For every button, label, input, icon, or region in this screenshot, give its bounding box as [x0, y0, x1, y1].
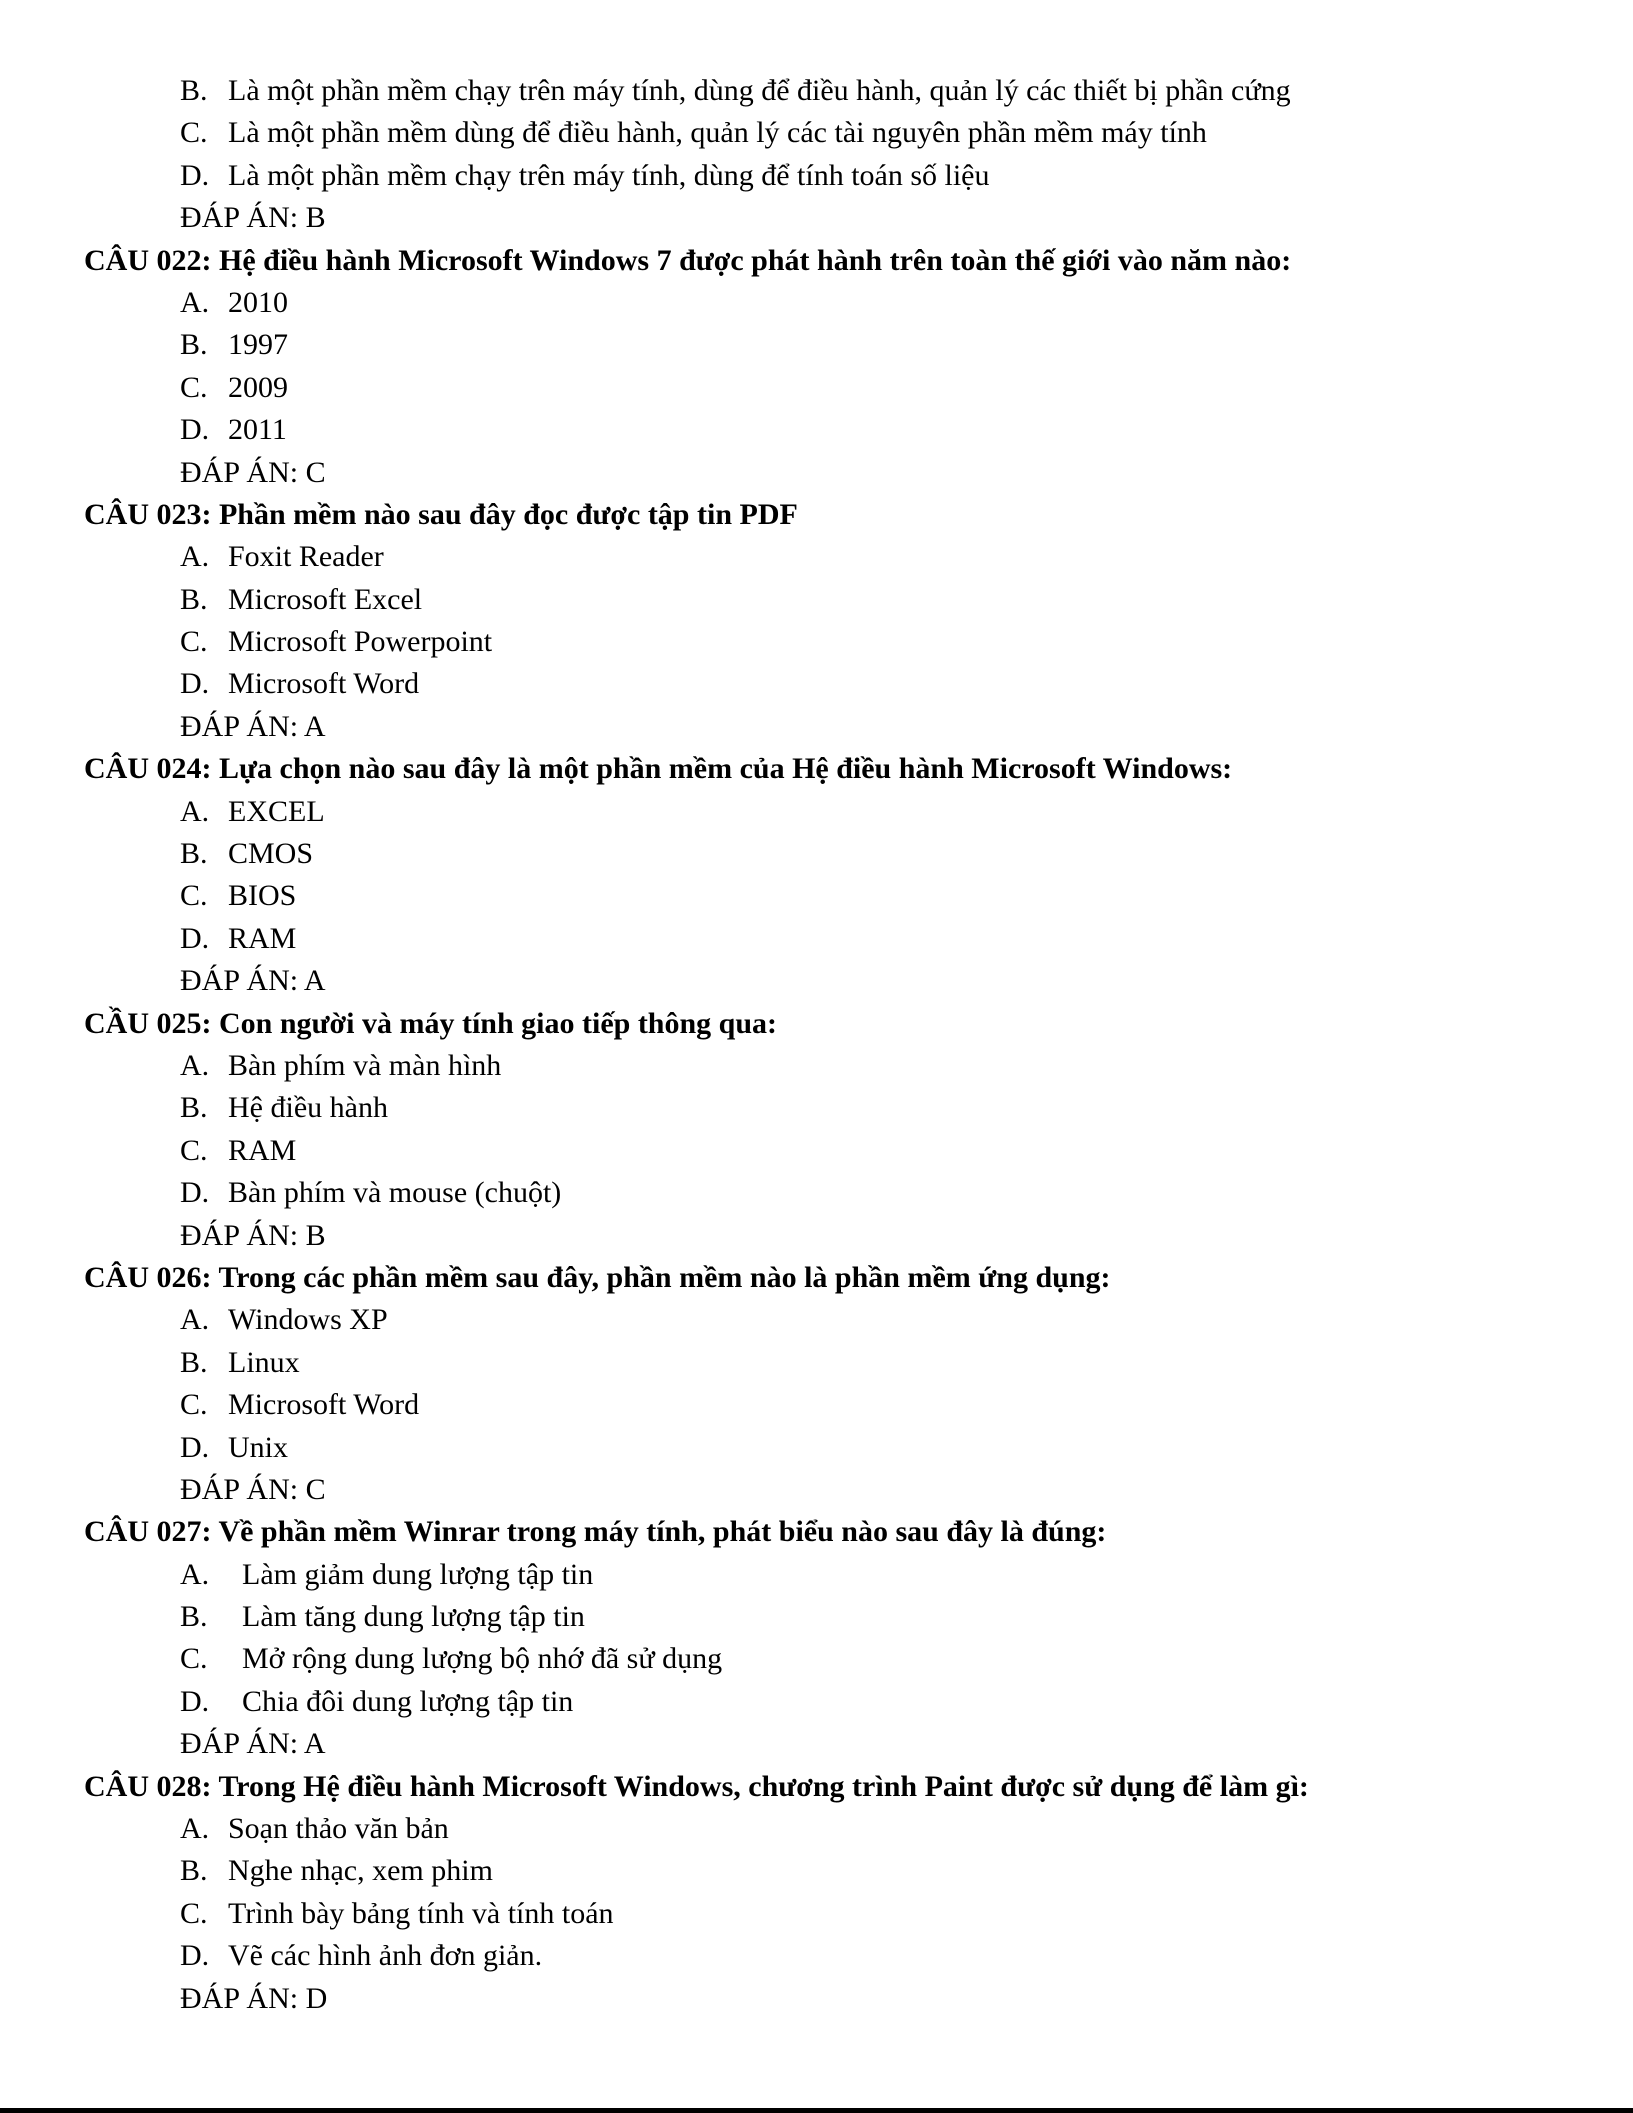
- option-line: [0, 1638, 1633, 1680]
- option-line: [0, 1808, 1633, 1850]
- answer-line: ĐÁP ÁN: A: [180, 1727, 326, 1761]
- option-text: Là một phần mềm chạy trên máy tính, dùng để điều hành, quản lý các thiết bị phần cứng: [228, 74, 1291, 107]
- option-text: 2010: [228, 285, 288, 319]
- option-letter: D.: [180, 158, 210, 192]
- page-bottom-border: [0, 2108, 1633, 2113]
- option-text: Bàn phím và mouse (chuột): [228, 1176, 562, 1210]
- question-title: CÂU 028: Trong Hệ điều hành Microsoft Windows, chương trình Paint được sử dụng để làm gì:: [84, 1769, 1309, 1803]
- answer-line: ĐÁP ÁN: B: [180, 1218, 326, 1252]
- question-list: [0, 70, 1633, 2020]
- option-line: [0, 875, 1633, 917]
- option-text: EXCEL: [228, 794, 325, 828]
- answer-line: ĐÁP ÁN: A: [180, 964, 326, 998]
- option-line: [0, 282, 1633, 324]
- option-line: [0, 1172, 1633, 1214]
- option-letter: D.: [180, 1684, 210, 1718]
- option-text: Soạn thảo văn bản: [228, 1812, 449, 1846]
- question-title: CÂU 022: Hệ điều hành Microsoft Windows 7 được phát hành trên toàn thế giới vào năm nào:: [84, 243, 1292, 277]
- question-title: CÂU 024: Lựa chọn nào sau đây là một phần mềm của Hệ điều hành Microsoft Windows:: [84, 752, 1233, 786]
- option-letter: C.: [180, 1896, 208, 1930]
- option-line: [0, 536, 1633, 578]
- option-text: Làm tăng dung lượng tập tin: [242, 1600, 585, 1634]
- option-letter: B.: [180, 1345, 208, 1379]
- option-text: Nghe nhạc, xem phim: [228, 1854, 493, 1888]
- option-text: Microsoft Powerpoint: [228, 625, 493, 659]
- option-line: [0, 833, 1633, 875]
- option-line: [0, 1935, 1633, 1977]
- option-text: Làm giảm dung lượng tập tin: [242, 1557, 594, 1591]
- option-line: [0, 1681, 1633, 1723]
- option-text: BIOS: [228, 879, 297, 913]
- option-letter: A.: [180, 285, 210, 319]
- option-letter: A.: [180, 1557, 210, 1591]
- option-text: Microsoft Word: [228, 1388, 420, 1422]
- option-line: [0, 918, 1633, 960]
- option-letter: C.: [180, 370, 208, 404]
- option-letter: D.: [180, 1176, 210, 1210]
- option-letter: C.: [180, 116, 208, 150]
- option-line: [0, 1427, 1633, 1469]
- option-text: Là một phần mềm dùng để điều hành, quản lý các tài nguyên phần mềm máy tính: [228, 116, 1207, 150]
- option-letter: B.: [180, 837, 208, 871]
- option-text: Microsoft Excel: [228, 582, 423, 616]
- option-line: [0, 1596, 1633, 1638]
- option-letter: D.: [180, 1430, 210, 1464]
- option-letter: B.: [180, 1854, 208, 1888]
- question-title: CÂU 027: Về phần mềm Winrar trong máy tính, phát biểu nào sau đây là đúng:: [84, 1515, 1107, 1549]
- option-letter: C.: [180, 1642, 208, 1676]
- option-line: [0, 324, 1633, 366]
- option-letter: B.: [180, 582, 208, 616]
- option-text: 1997: [228, 328, 288, 362]
- option-line: [0, 1342, 1633, 1384]
- option-line: [0, 70, 1633, 112]
- option-text: Microsoft Word: [228, 667, 420, 701]
- option-letter: D.: [180, 413, 210, 447]
- option-letter: C.: [180, 1133, 208, 1167]
- question-title: CẦU 025: Con người và máy tính giao tiếp thông qua:: [84, 1006, 778, 1040]
- option-text: Linux: [228, 1345, 300, 1379]
- option-text: RAM: [228, 921, 297, 955]
- option-letter: B.: [180, 1600, 208, 1634]
- option-text: Hệ điều hành: [228, 1091, 388, 1125]
- option-letter: A.: [180, 540, 210, 574]
- option-text: RAM: [228, 1133, 297, 1167]
- option-text: Windows XP: [228, 1303, 388, 1337]
- option-letter: C.: [180, 625, 208, 659]
- option-line: [0, 112, 1633, 154]
- option-letter: D.: [180, 667, 210, 701]
- option-line: [0, 791, 1633, 833]
- option-line: [0, 663, 1633, 705]
- answer-line: ĐÁP ÁN: D: [180, 1981, 328, 2015]
- option-letter: A.: [180, 1303, 210, 1337]
- option-letter: C.: [180, 1388, 208, 1422]
- option-text: Unix: [228, 1430, 288, 1464]
- option-letter: D.: [180, 921, 210, 955]
- option-text: Mở rộng dung lượng bộ nhớ đã sử dụng: [242, 1642, 723, 1676]
- option-letter: A.: [180, 794, 210, 828]
- question-title: CÂU 023: Phần mềm nào sau đây đọc được tập tin PDF: [84, 497, 798, 531]
- option-line: [0, 367, 1633, 409]
- option-line: [0, 409, 1633, 451]
- option-line: [0, 1554, 1633, 1596]
- answer-line: ĐÁP ÁN: B: [180, 201, 326, 235]
- answer-line: ĐÁP ÁN: C: [180, 1472, 326, 1506]
- option-line: [0, 1384, 1633, 1426]
- option-letter: B.: [180, 74, 208, 107]
- option-letter: B.: [180, 1091, 208, 1125]
- option-letter: C.: [180, 879, 208, 913]
- option-text: Vẽ các hình ảnh đơn giản.: [228, 1939, 543, 1973]
- option-line: [0, 1087, 1633, 1129]
- question-title: CÂU 026: Trong các phần mềm sau đây, phần mềm nào là phần mềm ứng dụng:: [84, 1260, 1111, 1294]
- answer-line: ĐÁP ÁN: C: [180, 455, 326, 489]
- option-line: [0, 1850, 1633, 1892]
- option-text: Là một phần mềm chạy trên máy tính, dùng để tính toán số liệu: [228, 158, 990, 192]
- option-text: 2011: [228, 413, 287, 447]
- option-line: [0, 155, 1633, 197]
- option-text: Chia đôi dung lượng tập tin: [242, 1684, 574, 1718]
- option-line: [0, 621, 1633, 663]
- option-line: [0, 1045, 1633, 1087]
- option-line: [0, 1130, 1633, 1172]
- option-letter: B.: [180, 328, 208, 362]
- option-text: Trình bày bảng tính và tính toán: [228, 1896, 614, 1930]
- option-text: 2009: [228, 370, 288, 404]
- option-line: [0, 1893, 1633, 1935]
- option-line: [0, 1299, 1633, 1341]
- option-text: Bàn phím và màn hình: [228, 1048, 502, 1082]
- option-line: [0, 579, 1633, 621]
- option-letter: D.: [180, 1939, 210, 1973]
- option-text: CMOS: [228, 837, 314, 871]
- option-letter: A.: [180, 1812, 210, 1846]
- option-letter: A.: [180, 1048, 210, 1082]
- answer-line: ĐÁP ÁN: A: [180, 709, 326, 743]
- option-text: Foxit Reader: [228, 540, 384, 574]
